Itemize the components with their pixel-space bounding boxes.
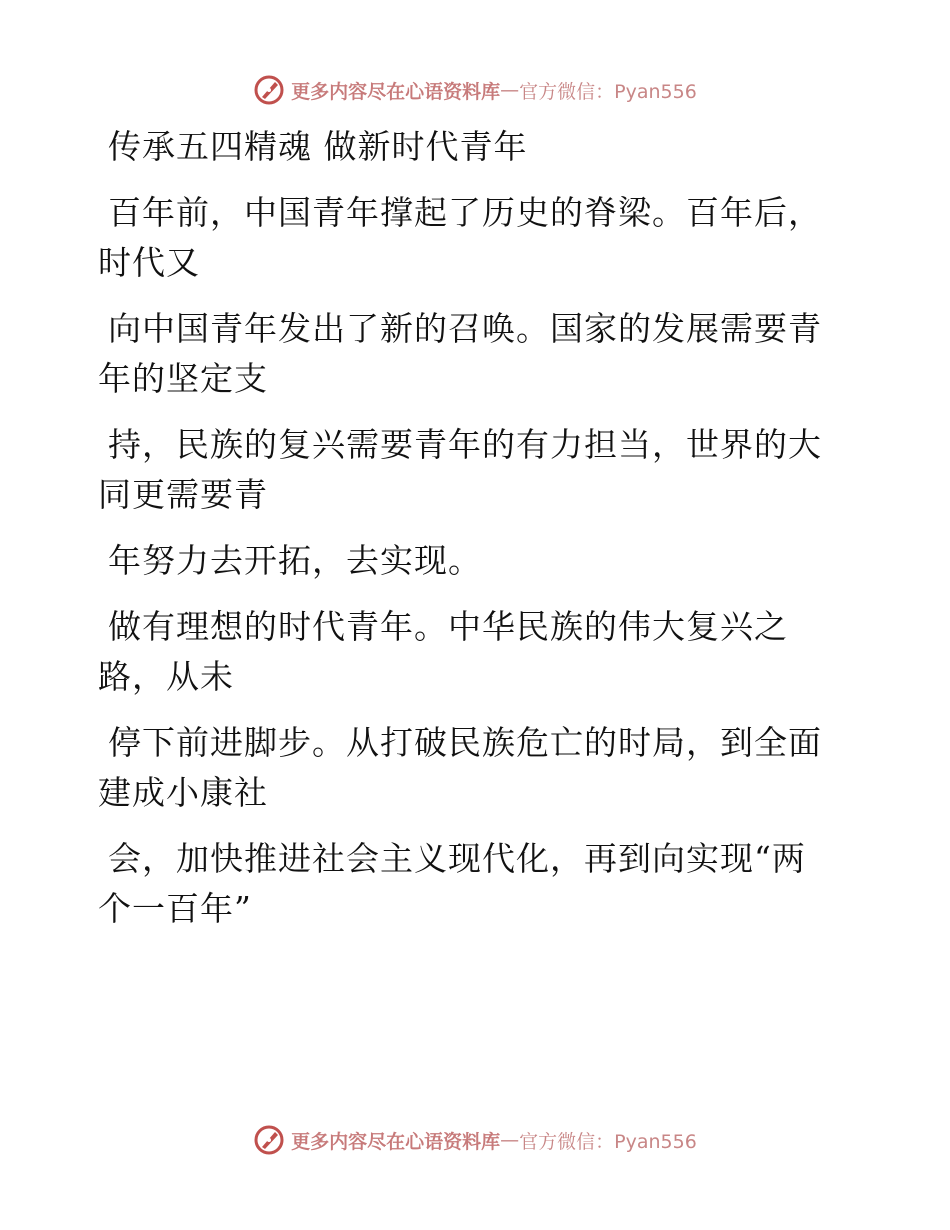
paragraph-line: 年努力去开拓，去实现。: [108, 541, 482, 580]
paragraph-line: 时代又: [98, 243, 200, 282]
paragraph-line: 停下前进脚步。从打破民族危亡的时局，到全面: [108, 723, 822, 762]
paragraph-line: 百年前，中国青年撑起了历史的脊梁。百年后，: [108, 193, 822, 232]
wechat-text: 官方微信：Pyan556: [519, 80, 697, 103]
header-banner: [0, 70, 950, 110]
paragraph-line: 路，从未: [98, 657, 234, 696]
banner-dash: —: [500, 1129, 520, 1151]
paragraph-line: 向中国青年发出了新的召唤。国家的发展需要青: [108, 309, 822, 348]
document-body: [98, 122, 858, 934]
paragraph-line: 同更需要青: [98, 475, 268, 514]
footer-banner: [0, 1120, 950, 1160]
paragraph-line: 年的坚定支: [98, 359, 268, 398]
paragraph-line: 持，民族的复兴需要青年的有力担当，世界的大: [108, 425, 822, 464]
banner-dash: —: [500, 79, 520, 101]
paragraph-line: 会，加快推进社会主义现代化，再到向实现“两: [108, 839, 806, 878]
wechat-text: 官方微信：Pyan556: [519, 1130, 697, 1153]
pen-nib-logo-icon: [253, 74, 285, 106]
paragraph-line: 建成小康社: [98, 773, 268, 812]
library-text: 更多内容尽在心语资料库: [291, 80, 501, 103]
paragraph-line: 个一百年”: [98, 889, 252, 928]
document-title: 传承五四精魂 做新时代青年: [108, 127, 528, 166]
library-text: 更多内容尽在心语资料库: [291, 1130, 501, 1153]
paragraph-line: 做有理想的时代青年。中华民族的伟大复兴之: [108, 607, 788, 646]
pen-nib-logo-icon: [253, 1124, 285, 1156]
